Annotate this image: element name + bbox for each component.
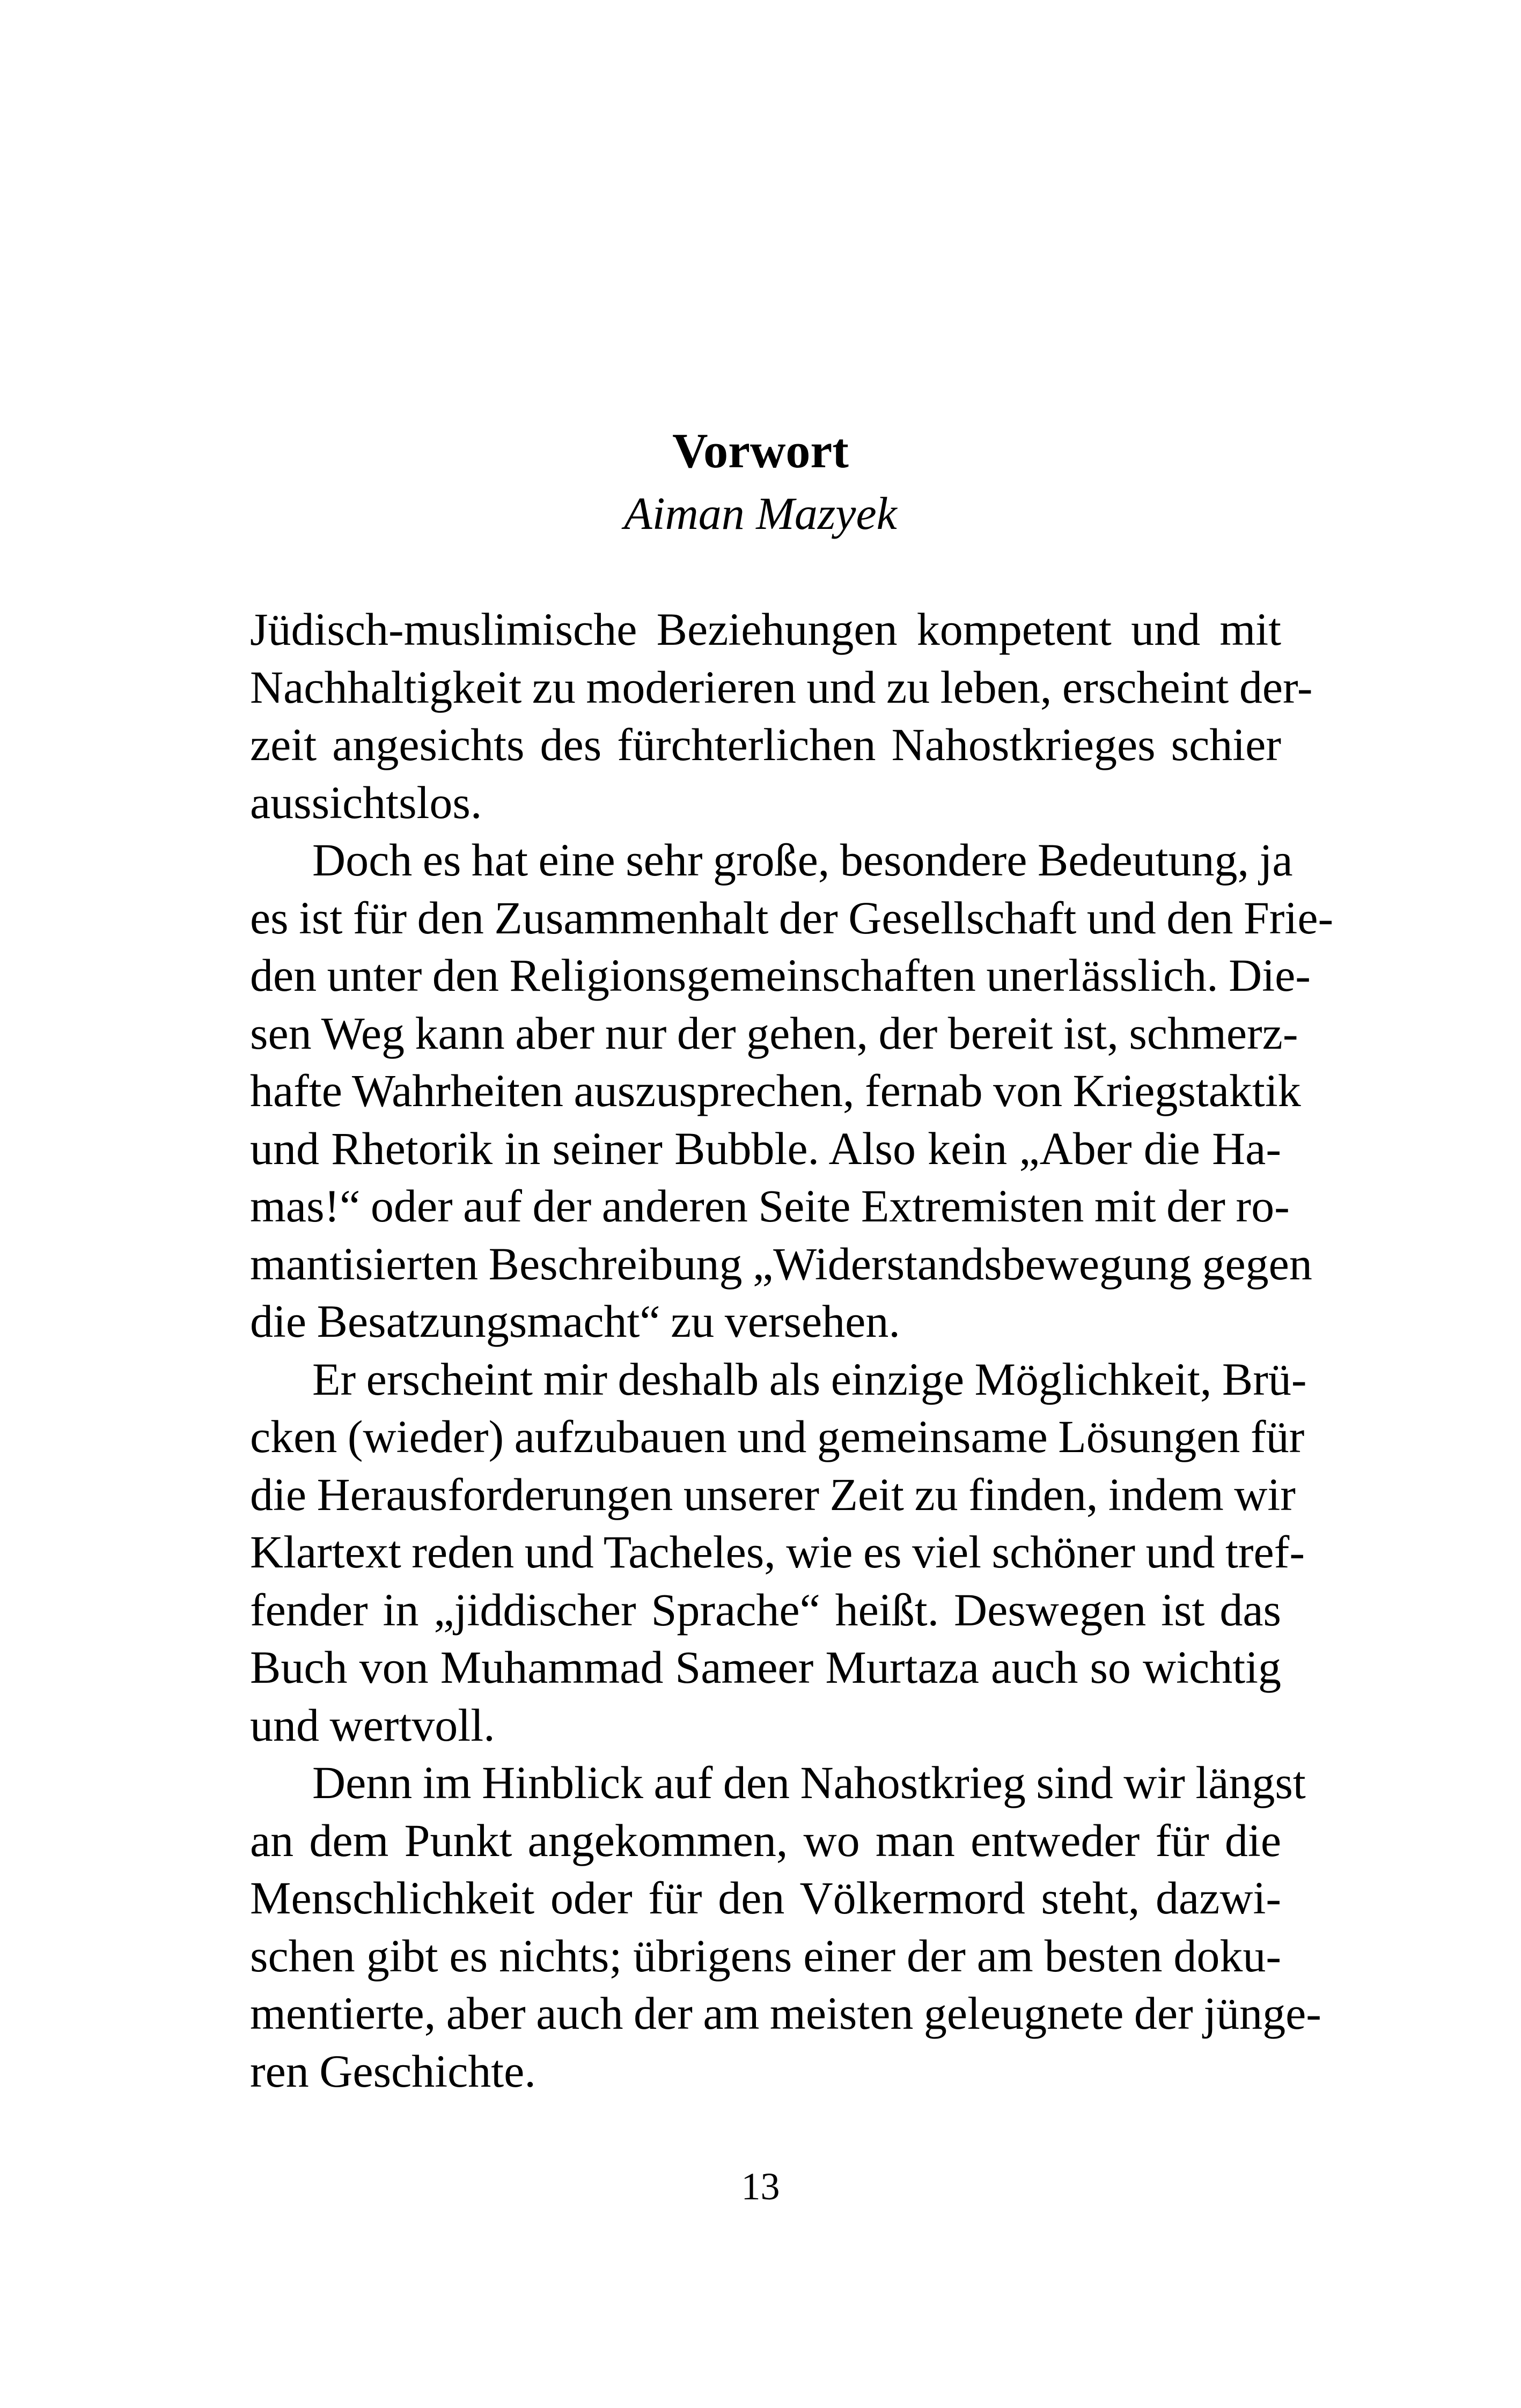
text-line: Menschlichkeit oder für den Völkermord steht, dazwi- [250, 1872, 1281, 1924]
text-line: mas!“ oder auf der anderen Seite Extremisten mit der ro- [250, 1180, 1290, 1232]
text-line: schen gibt es nichts; übrigens einer der am besten doku- [250, 1930, 1281, 1982]
text-line: cken (wieder) aufzubauen und gemeinsame Lösungen für [250, 1411, 1305, 1462]
paragraph-4 [250, 1754, 1321, 2100]
text-line: sen Weg kann aber nur der gehen, der bereit ist, schmerz- [250, 1007, 1298, 1059]
text-line: Jüdisch-muslimische Beziehungen kompetent und mit [250, 603, 1281, 655]
text-line: den unter den Religionsgemeinschaften unerlässlich. Die- [250, 949, 1311, 1001]
text-line: fender in „jiddischer Sprache“ heißt. Deswegen ist das [250, 1584, 1281, 1636]
text-line: Klartext reden und Tacheles, wie es viel schöner und tref- [250, 1526, 1305, 1578]
text-line: und Rhetorik in seiner Bubble. Also kein „Aber die Ha- [250, 1122, 1281, 1174]
page-number: 13 [741, 2165, 780, 2208]
text-line: zeit angesichts des fürchterlichen Nahostkrieges schier [250, 719, 1281, 770]
paragraph-3 [250, 1351, 1307, 1755]
paragraph-2 [250, 831, 1334, 1351]
text-line: mantisierten Beschreibung „Widerstandsbewegung gegen [250, 1238, 1312, 1290]
text-line: hafte Wahrheiten auszusprechen, fernab von Kriegstaktik [250, 1065, 1301, 1116]
chapter-author: Aiman Mazyek [624, 488, 897, 539]
text-line: Denn im Hinblick auf den Nahostkrieg sind wir längst [312, 1757, 1306, 1808]
paragraph-1 [250, 601, 1313, 831]
text-line: Er erscheint mir deshalb als einzige Möglichkeit, Brü- [312, 1353, 1307, 1405]
text-line: an dem Punkt angekommen, wo man entweder für die [250, 1814, 1281, 1866]
chapter-title: Vorwort [672, 423, 849, 478]
text-line: die Herausforderungen unserer Zeit zu finden, indem wir [250, 1468, 1296, 1520]
body-text [250, 601, 1334, 2100]
text-line: Buch von Muhammad Sameer Murtaza auch so wichtig [250, 1641, 1281, 1693]
text-line: Nachhaltigkeit zu moderieren und zu leben, erscheint der- [250, 661, 1313, 713]
text-line: es ist für den Zusammenhalt der Gesellschaft und den Frie- [250, 892, 1334, 944]
text-line: und wertvoll. [250, 1699, 495, 1751]
text-line: mentierte, aber auch der am meisten geleugnete der jünge- [250, 1987, 1321, 2039]
text-line: die Besatzungsmacht“ zu versehen. [250, 1295, 900, 1347]
text-line: ren Geschichte. [250, 2045, 536, 2097]
text-line: Doch es hat eine sehr große, besondere Bedeutung, ja [312, 834, 1293, 886]
text-line: aussichtslos. [250, 776, 482, 828]
